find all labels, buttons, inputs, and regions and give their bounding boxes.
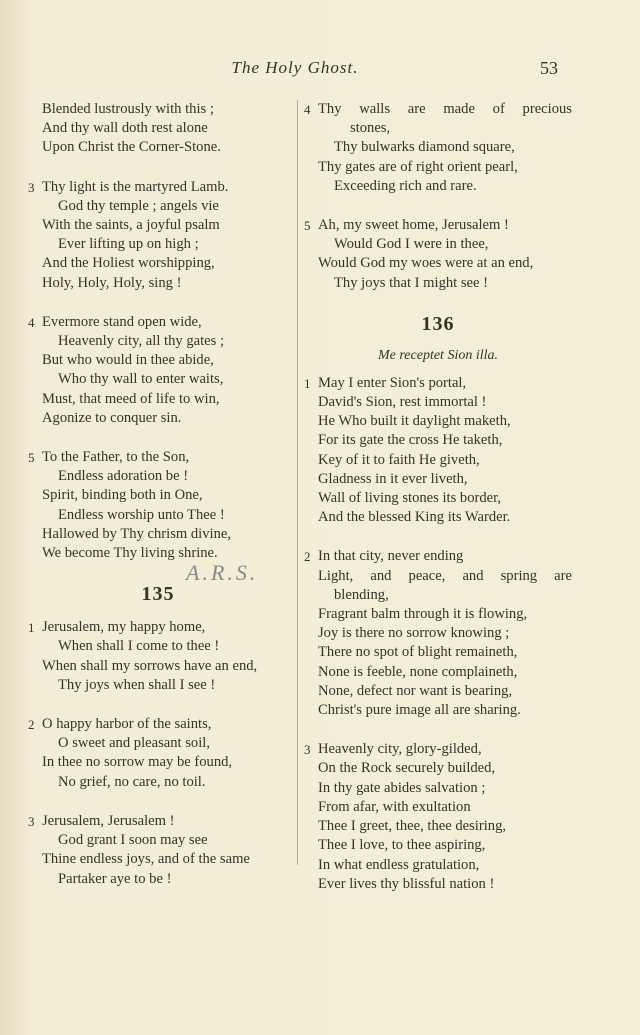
stanza xyxy=(304,374,572,528)
stanza-number: 5 xyxy=(304,218,311,234)
verse-line: And the Holiest worshipping, xyxy=(42,255,215,272)
verse-line: None is feeble, none complaineth, xyxy=(318,663,518,680)
verse-line: Agonize to conquer sin. xyxy=(42,409,182,426)
verse-line: On the Rock securely builded, xyxy=(318,760,496,777)
verse-line: Hallowed by Thy chrism divine, xyxy=(42,525,232,542)
verse-line: Key of it to faith He giveth, xyxy=(318,451,480,468)
verse-line: We become Thy living shrine. xyxy=(42,545,218,562)
running-header: The Holy Ghost. xyxy=(231,58,359,77)
verse-word: spring xyxy=(500,567,538,584)
verse-word: peace, xyxy=(408,567,446,584)
verse-word: precious xyxy=(522,101,572,117)
verse-line: Ah, my sweet home, Jerusalem ! xyxy=(318,217,509,234)
stanza-number: 3 xyxy=(28,813,35,829)
hymn-136-stanzas xyxy=(304,374,572,894)
stanza xyxy=(28,313,288,428)
hymn-136-subtitle: Me receptet Sion illa. xyxy=(378,347,498,363)
verse-line: No grief, no care, no toil. xyxy=(58,773,206,790)
verse-line: He Who built it daylight maketh, xyxy=(318,413,511,430)
stanza xyxy=(304,216,572,293)
verse-word: are xyxy=(554,567,572,584)
verse-line: Blended lustrously with this ; xyxy=(42,101,214,117)
stanza xyxy=(28,448,288,563)
stanza xyxy=(304,100,572,196)
stanza-number: 2 xyxy=(304,549,311,565)
left-column xyxy=(28,100,288,909)
verse-line: Who thy wall to enter waits, xyxy=(58,371,224,388)
verse-line: And the blessed King its Warder. xyxy=(318,509,511,526)
stanza-number: 1 xyxy=(28,620,35,636)
verse-line: None, defect nor want is bearing, xyxy=(318,682,513,699)
verse-line: Heavenly city, glory-gilded, xyxy=(318,741,482,758)
hymn-135-stanzas xyxy=(28,618,288,888)
verse-line: In thy gate abides salvation ; xyxy=(318,779,486,796)
verse-line: Evermore stand open wide, xyxy=(42,313,202,330)
verse-line: Thy light is the martyred Lamb. xyxy=(42,178,229,195)
stanza-number: 3 xyxy=(304,742,311,758)
stanza xyxy=(304,547,572,720)
verse-line: Thee I love, to thee aspiring, xyxy=(318,837,486,854)
verse-line: O happy harbor of the saints, xyxy=(42,716,212,733)
verse-line: Thy bulwarks diamond square, xyxy=(334,139,515,156)
verse-line: In thee no sorrow may be found, xyxy=(42,754,233,771)
stanza-number: 2 xyxy=(28,717,35,733)
verse-line: There no spot of blight remaineth, xyxy=(318,644,518,661)
stanza-number: 5 xyxy=(28,450,35,466)
verse-line: stones, xyxy=(350,120,391,137)
hymn-number-135: 135 xyxy=(141,583,175,606)
verse-line: Ever lives thy blissful nation ! xyxy=(318,875,495,892)
verse-line xyxy=(304,567,572,586)
verse-line: Thy joys when shall I see ! xyxy=(58,676,216,693)
verse-line: O sweet and pleasant soil, xyxy=(58,735,210,752)
verse-line: Upon Christ the Corner-Stone. xyxy=(42,139,221,156)
verse-line: From afar, with exultation xyxy=(318,798,471,815)
verse-line: With the saints, a joyful psalm xyxy=(42,217,220,234)
verse-line xyxy=(304,100,572,119)
verse-word: Light, xyxy=(318,567,354,584)
hymn-135-continuation xyxy=(304,100,572,293)
right-column xyxy=(304,100,572,914)
stanza-number: 3 xyxy=(28,179,35,195)
verse-line: Must, that meed of life to win, xyxy=(42,390,220,407)
verse-line: Holy, Holy, Holy, sing ! xyxy=(42,274,182,291)
verse-line: In that city, never ending xyxy=(318,548,464,565)
verse-line: Spirit, binding both in One, xyxy=(42,487,203,504)
verse-line: In what endless gratulation, xyxy=(318,856,480,873)
stanza xyxy=(28,178,288,293)
hymn-number-136: 136 xyxy=(421,312,455,335)
verse-line: blending, xyxy=(334,586,389,603)
verse-line: Jerusalem, Jerusalem ! xyxy=(42,812,175,829)
verse-word: and xyxy=(370,567,392,584)
stanza-number: 4 xyxy=(304,102,311,117)
verse-line: David's Sion, rest immortal ! xyxy=(318,394,487,411)
verse-line: When shall I come to thee ! xyxy=(58,638,220,655)
verse-line: Wall of living stones its border, xyxy=(318,490,502,507)
verse-line: And thy wall doth rest alone xyxy=(42,120,208,137)
verse-line: For its gate the cross He taketh, xyxy=(318,432,503,449)
page-number: 53 xyxy=(540,58,558,78)
verse-line: God thy temple ; angels vie xyxy=(58,197,219,214)
verse-line: Thine endless joys, and of the same xyxy=(42,851,250,868)
verse-line: Ever lifting up on high ; xyxy=(58,236,199,253)
verse-line: Exceeding rich and rare. xyxy=(334,177,477,194)
verse-line: God grant I soon may see xyxy=(58,832,208,849)
verse-line: Endless worship unto Thee ! xyxy=(58,506,225,523)
verse-line: Thee I greet, thee, thee desiring, xyxy=(318,818,507,835)
verse-line: Would God I were in thee, xyxy=(334,236,489,253)
verse-line: Jerusalem, my happy home, xyxy=(42,619,206,636)
verse-line: May I enter Sion's portal, xyxy=(318,374,467,391)
verse-line: Fragrant balm through it is flowing, xyxy=(318,606,528,623)
stanza xyxy=(28,618,288,695)
stanza xyxy=(28,100,288,158)
verse-line: Partaker aye to be ! xyxy=(58,870,172,887)
hymn-134-continuation xyxy=(28,100,288,563)
verse-word: of xyxy=(492,101,505,117)
verse-word: and xyxy=(462,567,484,584)
verse-word: walls xyxy=(359,101,391,117)
verse-line: Heavenly city, all thy gates ; xyxy=(58,333,225,350)
stanza xyxy=(28,715,288,792)
verse-line: To the Father, to the Son, xyxy=(42,449,190,466)
verse-line: Joy is there no sorrow knowing ; xyxy=(318,625,510,642)
column-divider xyxy=(297,100,298,865)
verse-word: are xyxy=(407,101,426,117)
stanza-number: 1 xyxy=(304,375,311,391)
verse-line: Endless adoration be ! xyxy=(58,468,189,485)
verse-line: When shall my sorrows have an end, xyxy=(42,657,258,674)
verse-line: But who would in thee abide, xyxy=(42,352,214,369)
verse-line: Would God my woes were at an end, xyxy=(318,255,534,272)
verse-line: Thy joys that I might see ! xyxy=(334,274,489,291)
stanza-number: 4 xyxy=(28,314,35,330)
stanza xyxy=(28,812,288,889)
verse-line: Thy gates are of right orient pearl, xyxy=(318,158,518,175)
verse-line: Christ's pure image all are sharing. xyxy=(318,702,521,719)
verse-word: made xyxy=(443,101,475,117)
stanza xyxy=(304,740,572,894)
handwritten-annotation: A.R.S. xyxy=(186,560,259,585)
verse-line: Gladness in it ever liveth, xyxy=(318,470,468,487)
verse-word: Thy xyxy=(318,101,342,117)
